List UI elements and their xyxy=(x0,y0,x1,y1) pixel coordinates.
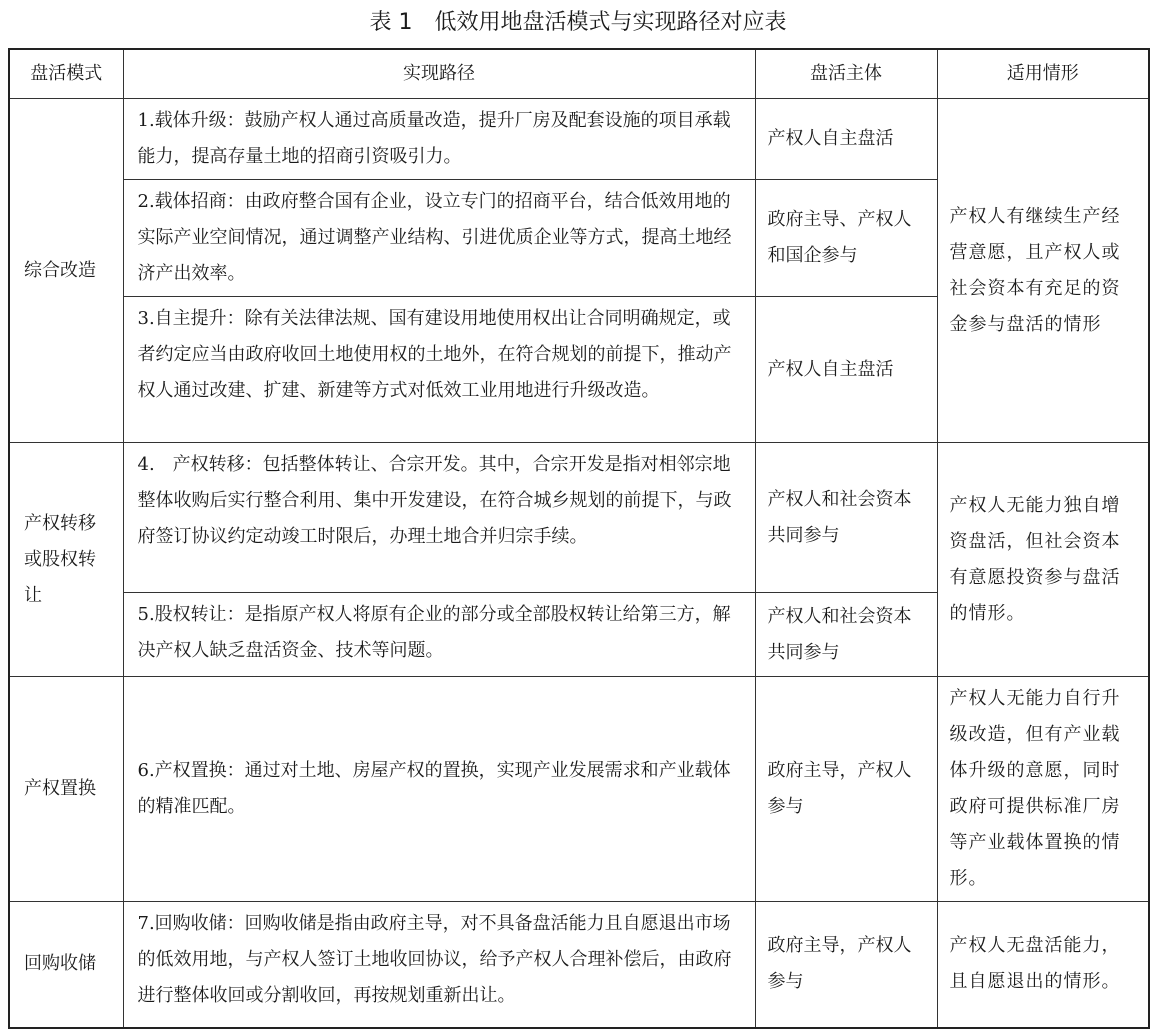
table-title: 表 1 低效用地盘活模式与实现路径对应表 xyxy=(369,10,787,35)
subject-cell: 产权人自主盘活 xyxy=(755,99,937,180)
path-cell: 6.产权置换：通过对土地、房屋产权的置换，实现产业发展需求和产业载体的精准匹配。 xyxy=(123,677,755,902)
header-mode: 盘活模式 xyxy=(9,49,123,99)
mode-cell: 综合改造 xyxy=(9,99,123,443)
header-row xyxy=(9,49,1149,99)
scenario-cell: 产权人无盘活能力，且自愿退出的情形。 xyxy=(937,902,1149,1028)
subject-cell: 产权人自主盘活 xyxy=(755,297,937,443)
mode-cell: 产权转移或股权转让 xyxy=(9,443,123,677)
mode-path-table xyxy=(8,48,1150,1029)
table-row xyxy=(9,677,1149,902)
path-cell: 7.回购收储：回购收储是指由政府主导，对不具备盘活能力且自愿退出市场的低效用地，与产权人签订土地收回协议，给予产权人合理补偿后，由政府进行整体收回或分割收回，再按规划重新出让。 xyxy=(123,902,755,1028)
scenario-cell: 产权人无能力自行升级改造，但有产业载体升级的意愿，同时政府可提供标准厂房等产业载体置换的情形。 xyxy=(937,677,1149,902)
header-subject: 盘活主体 xyxy=(755,49,937,99)
path-cell: 3.自主提升：除有关法律法规、国有建设用地使用权出让合同明确规定，或者约定应当由政府收回土地使用权的土地外，在符合规划的前提下，推动产权人通过改建、扩建、新建等方式对低效工业用地进行升级改造。 xyxy=(123,297,755,443)
path-cell: 5.股权转让：是指原产权人将原有企业的部分或全部股权转让给第三方，解决产权人缺乏盘活资金、技术等问题。 xyxy=(123,593,755,677)
subject-cell: 政府主导、产权人和国企参与 xyxy=(755,180,937,297)
table-row xyxy=(9,443,1149,593)
header-scenario: 适用情形 xyxy=(937,49,1149,99)
path-cell: 4. 产权转移：包括整体转让、合宗开发。其中，合宗开发是指对相邻宗地整体收购后实行整合利用、集中开发建设，在符合城乡规划的前提下，与政府签订协议约定动竣工时限后，办理土地合并归宗手续。 xyxy=(123,443,755,593)
scenario-cell: 产权人有继续生产经营意愿，且产权人或社会资本有充足的资金参与盘活的情形 xyxy=(937,99,1149,443)
subject-cell: 政府主导，产权人参与 xyxy=(755,902,937,1028)
scenario-cell: 产权人无能力独自增资盘活，但社会资本有意愿投资参与盘活的情形。 xyxy=(937,443,1149,677)
path-cell: 1.载体升级：鼓励产权人通过高质量改造，提升厂房及配套设施的项目承载能力，提高存量土地的招商引资吸引力。 xyxy=(123,99,755,180)
subject-cell: 政府主导，产权人参与 xyxy=(755,677,937,902)
header-path: 实现路径 xyxy=(123,49,755,99)
table-row xyxy=(9,99,1149,180)
mode-cell: 产权置换 xyxy=(9,677,123,902)
path-cell: 2.载体招商：由政府整合国有企业，设立专门的招商平台，结合低效用地的实际产业空间情况，通过调整产业结构、引进优质企业等方式，提高土地经济产出效率。 xyxy=(123,180,755,297)
mode-cell: 回购收储 xyxy=(9,902,123,1028)
subject-cell: 产权人和社会资本共同参与 xyxy=(755,593,937,677)
subject-cell: 产权人和社会资本共同参与 xyxy=(755,443,937,593)
table-row xyxy=(9,902,1149,1028)
